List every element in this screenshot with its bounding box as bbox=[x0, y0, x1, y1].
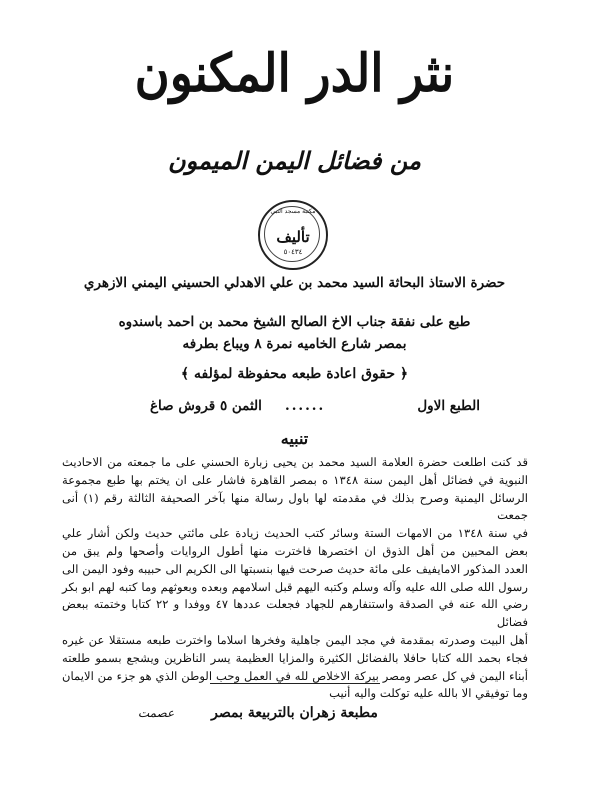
body-line: في سنة ١٣٤٨ من الامهات الستة وسائر كتب الحديث زيادة على مائتي حديث ولكن أشار علي bbox=[62, 526, 529, 541]
seal-middle-text: تأليف bbox=[276, 228, 310, 246]
body-line: العدد المذكور الامايفيف على مائة حديث صرحت فيها بنسبتها الى الكريم الى حبيبه وفود اليمن الى bbox=[62, 561, 528, 576]
body-line: الرسائل اليمنية وصرح بذلك في مقدمته لها باول رسالة منها بآخر الصحيفة الثالثة رقم (١) أنى جمعت bbox=[62, 490, 528, 523]
body-line: فجاء بحمد الله كتابا حافلا بالفضائل الكثيرة والمزايا العظيمة يسر الناظرين ويشجع بسمو طلعته bbox=[62, 650, 528, 665]
address-line: بمصر شارع الخاميه نمرة ٨ ويباع بطرفه bbox=[182, 336, 407, 352]
body-line: وما توفيقي الا بالله عليه توكلت واليه أنيب bbox=[329, 686, 528, 701]
handwritten-signature: عصمت bbox=[137, 706, 175, 720]
author-line: حضرة الاستاذ البحاثة السيد محمد بن علي الاهدلي الحسيني اليمني الازهري bbox=[83, 275, 506, 291]
body-line: رضي الله عنه في الصدقة واستنفارهم للجهاد فجعلت عددها ٤٧ ووفدا و ٢٢ كتابا وختمته ببعض فضائل bbox=[62, 597, 528, 630]
divider-rule bbox=[210, 683, 380, 684]
body-line: قد كنت اطلعت حضرة العلامة السيد محمد بن يحيى زبارة الحسني على ما جمعته من الاحاديث bbox=[62, 455, 528, 469]
edition-label: الطبع الاول bbox=[417, 398, 480, 414]
copyright-line: ﴿ حقوق اعادة طبعه محفوظة لمؤلفه ﴾ bbox=[180, 366, 409, 382]
price-label: الثمن ٥ قروش صاغ bbox=[150, 398, 262, 414]
library-seal bbox=[258, 200, 328, 270]
seal-top-text: مكتبة مسجد النبي bbox=[270, 208, 316, 215]
body-line: النبوية في فضائل أهل اليمن سنة ١٣٤٨ ه بمصر القاهرة فاشار على ان يختم بها طبع مجموعة bbox=[62, 472, 528, 487]
book-subtitle: من فضائل اليمن الميمون bbox=[167, 146, 421, 175]
body-line: رسول الله صلى الله عليه وآله وسلم وكتبه اليهم قبل اسلامهم وبعده وبعوثهم وما كتبه لهم ابو بكر bbox=[62, 579, 528, 594]
book-title: نثر الدر المكنون bbox=[134, 43, 455, 104]
dot-leader: ...... bbox=[285, 398, 326, 414]
notice-body bbox=[62, 454, 528, 703]
seal-bottom-text: ٥٠٤٣٤ bbox=[283, 248, 303, 256]
body-line: بعض المحبين من أهل الذوق ان اختصرها فاخترت منها أطول الروايات وأصحها ولم يبق من bbox=[62, 543, 528, 558]
edition-price-row bbox=[150, 395, 480, 417]
notice-heading: تنبيه bbox=[280, 429, 309, 448]
press-line: مطبعة زهران بالتربيعة بمصر bbox=[211, 705, 378, 721]
body-line: أهل البيت وصدرته بمقدمة في مجد اليمن جاهلية وفخرها اسلاما واخترت طبعه مستقلا عن غيره bbox=[62, 632, 528, 647]
body-line: أبناء اليمن في كل عصر ومصر بيركة الاخلاص لله في العمل وحب الوطن الذي هو جزء من الايمان bbox=[62, 668, 528, 683]
publisher-line: طبع على نفقة جناب الاخ الصالح الشيخ محمد بن احمد باسندوه bbox=[118, 314, 471, 330]
